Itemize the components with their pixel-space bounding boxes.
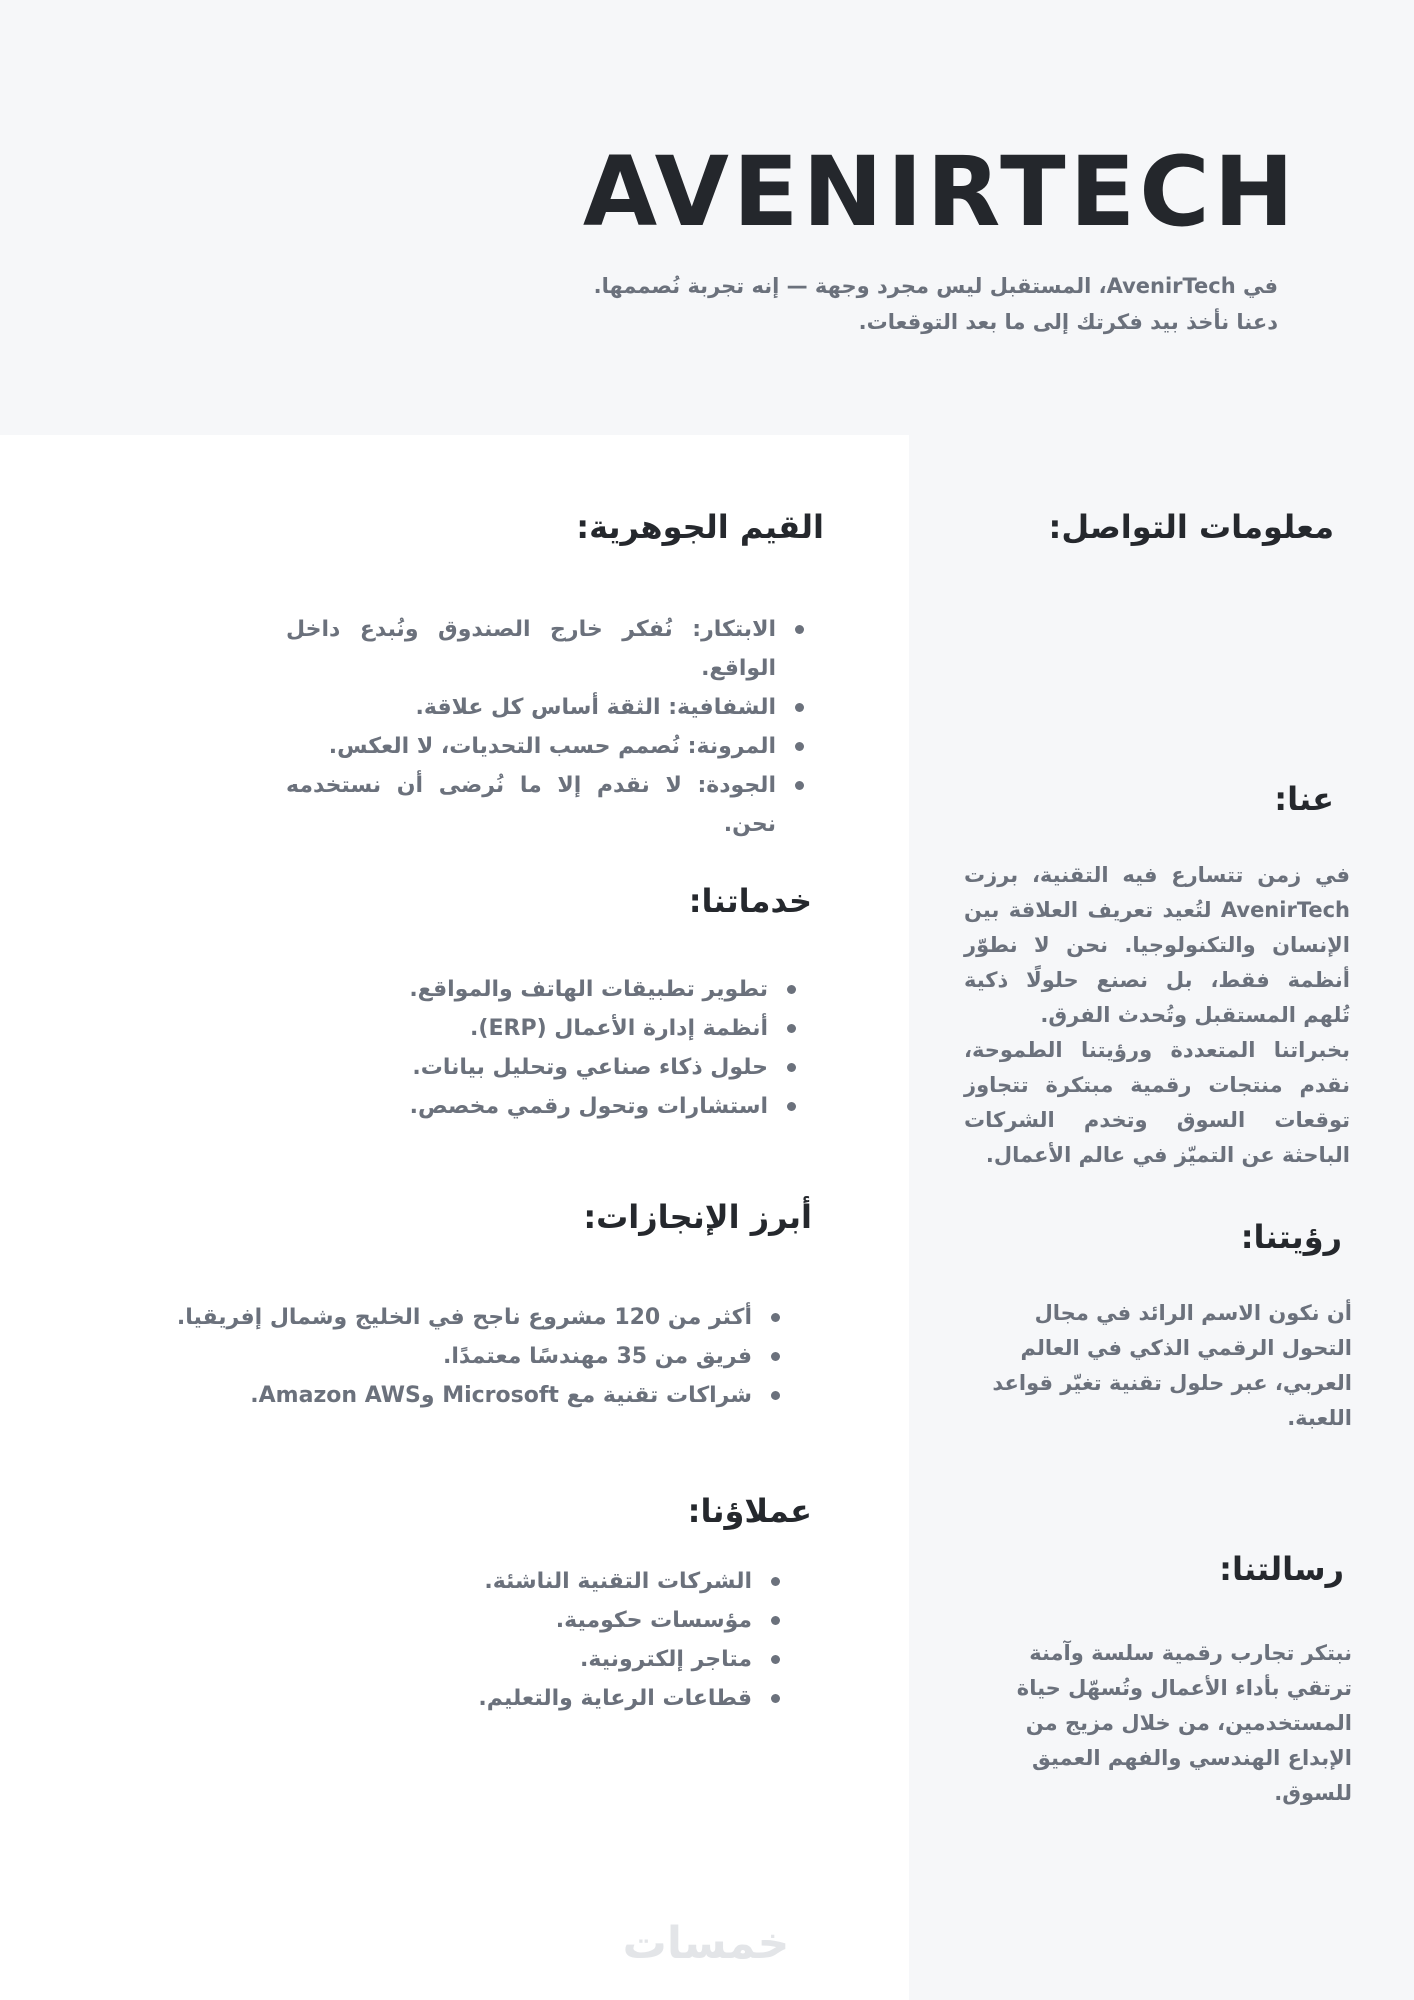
list-item: أكثر من 120 مشروع ناجح في الخليج وشمال إفريقيا. bbox=[132, 1298, 752, 1337]
list-item: استشارات وتحول رقمي مخصص. bbox=[208, 1087, 768, 1126]
about-title: عنا: bbox=[1274, 780, 1334, 818]
list-item: الجودة: لا نقدم إلا ما نُرضى أن نستخدمه نحن. bbox=[286, 766, 776, 844]
header-band bbox=[0, 0, 1414, 435]
list-item: الشركات التقنية الناشئة. bbox=[192, 1562, 752, 1601]
brand-title: AVENIRTECH bbox=[582, 136, 1298, 248]
achievements-title: أبرز الإنجازات: bbox=[583, 1198, 812, 1236]
list-item: حلول ذكاء صناعي وتحليل بيانات. bbox=[208, 1048, 768, 1087]
list-item: المرونة: نُصمم حسب التحديات، لا العكس. bbox=[286, 727, 776, 766]
list-item: شراكات تقنية مع Microsoft وAmazon AWS. bbox=[132, 1376, 752, 1415]
clients-title: عملاؤنا: bbox=[687, 1492, 812, 1530]
tagline bbox=[498, 268, 1278, 340]
vision-text: أن نكون الاسم الرائد في مجال التحول الرقمي الذكي في العالم العربي، عبر حلول تقنية تغيّر قواعد اللعبة. bbox=[992, 1301, 1352, 1430]
about-paragraph-2: بخبراتنا المتعددة ورؤيتنا الطموحة، نقدم منتجات رقمية مبتكرة تتجاوز توقعات السوق وتخدم الشركات الباحثة عن التميّز في عالم الأعمال. bbox=[964, 1038, 1350, 1167]
contact-title: معلومات التواصل: bbox=[1048, 508, 1334, 546]
clients-list bbox=[192, 1562, 792, 1718]
list-item: الشفافية: الثقة أساس كل علاقة. bbox=[286, 688, 776, 727]
achievements-list bbox=[132, 1298, 792, 1415]
list-item: تطوير تطبيقات الهاتف والمواقع. bbox=[208, 970, 768, 1009]
list-item: قطاعات الرعاية والتعليم. bbox=[192, 1679, 752, 1718]
about-paragraph-1: في زمن تتسارع فيه التقنية، برزت AvenirTech لتُعيد تعريف العلاقة بين الإنسان والتكنولوجيا. نحن لا نطوّر أنظمة فقط، بل نصنع حلولًا ذكية تُلهم المستقبل وتُحدث الفرق. bbox=[964, 863, 1350, 1027]
list-item: مؤسسات حكومية. bbox=[192, 1601, 752, 1640]
list-item: الابتكار: نُفكر خارج الصندوق ونُبدع داخل الواقع. bbox=[286, 610, 776, 688]
mission-title: رسالتنا: bbox=[1219, 1550, 1344, 1588]
list-item: فريق من 35 مهندسًا معتمدًا. bbox=[132, 1337, 752, 1376]
tagline-line-2: دعنا نأخذ بيد فكرتك إلى ما بعد التوقعات. bbox=[858, 310, 1278, 334]
services-list bbox=[208, 970, 808, 1126]
values-title: القيم الجوهرية: bbox=[576, 508, 824, 546]
mission-text: نبتكر تجارب رقمية سلسة وآمنة ترتقي بأداء الأعمال وتُسهّل حياة المستخدمين، من خلال مزيج من الإبداع الهندسي والفهم العميق للسوق. bbox=[1016, 1641, 1352, 1805]
services-title: خدماتنا: bbox=[688, 882, 812, 920]
vision-title: رؤيتنا: bbox=[1240, 1218, 1342, 1256]
list-item: متاجر إلكترونية. bbox=[192, 1640, 752, 1679]
list-item: أنظمة إدارة الأعمال (ERP). bbox=[208, 1009, 768, 1048]
tagline-line-1: في AvenirTech، المستقبل ليس مجرد وجهة — إنه تجربة نُصممها. bbox=[593, 274, 1278, 298]
about-text bbox=[964, 858, 1350, 1173]
watermark-logo: خمسات bbox=[622, 1918, 790, 1969]
values-list bbox=[286, 610, 816, 844]
